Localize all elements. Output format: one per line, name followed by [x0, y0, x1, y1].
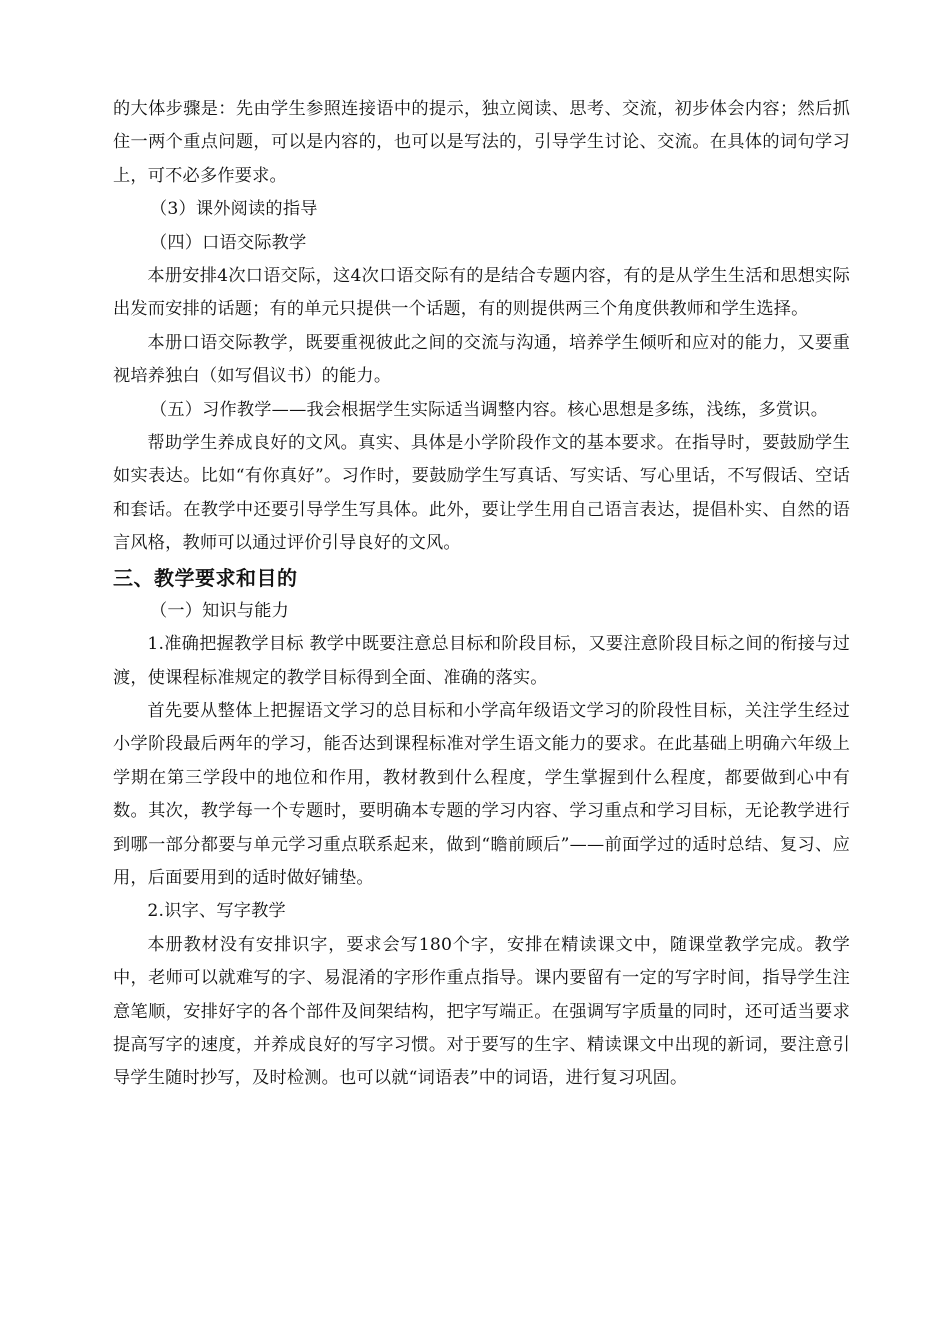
paragraph-teaching-goals: 1.准确把握教学目标 教学中既要注意总目标和阶段目标，又要注意阶段目标之间的衔接与过渡，使课程标准规定的教学目标得到全面、准确的落实。 — [113, 634, 850, 688]
subheading-oral-communication: （四）口语交际教学 — [149, 232, 307, 253]
paragraph-steps: 的大体步骤是：先由学生参照连接语中的提示，独立阅读、思考、交流，初步体会内容；然后抓住一两个重点问题，可以是内容的，也可以是写法的，引导学生讨论、交流。在具体的词句学习上，可不必多作要求。 — [113, 99, 850, 186]
subheading-extracurricular-reading: （3）课外阅读的指导 — [149, 199, 318, 220]
paragraph-overall-goals: 首先要从整体上把握语文学习的总目标和小学高年级语文学习的阶段性目标，关注学生经过小学阶段最后两年的学习，能否达到课程标准对学生语文能力的要求。在此基础上明确六年级上学期在第三学段中的地位和作用，教材教到什么程度，学生掌握到什么程度，都要做到心中有数。其次，教学每一个专题时，要明确本专题的学习内容、学习重点和学习目标，无论教学进行到哪一部分都要与单元学习重点联系起来，做到“瞻前顾后”——前面学过的适时总结、复习、应用，后面要用到的适时做好铺垫。 — [113, 700, 850, 888]
paragraph-oral-arrangement: 本册安排4次口语交际，这4次口语交际有的是结合专题内容，有的是从学生生活和思想实际出发而安排的话题；有的单元只提供一个话题，有的则提供两三个角度供教师和学生选择。 — [113, 266, 850, 320]
paragraph-oral-teaching: 本册口语交际教学，既要重视彼此之间的交流与沟通，培养学生倾听和应对的能力，又要重视培养独白（如写倡议书）的能力。 — [113, 332, 850, 387]
document-page — [113, 93, 850, 1096]
subheading-knowledge-ability: （一）知识与能力 — [149, 600, 290, 621]
paragraph-writing-style: 帮助学生养成良好的文风。真实、具体是小学阶段作文的基本要求。在指导时，要鼓励学生如实表达。比如“有你真好”。习作时，要鼓励学生写真话、写实话、写心里话，不写假话、空话和套话。在教学中还要引导学生写具体。此外，要让学生用自己语言表达，提倡朴实、自然的语言风格，教师可以通过评价引导良好的文风。 — [113, 433, 850, 554]
subheading-character-writing: 2.识字、写字教学 — [147, 901, 286, 922]
section-heading-requirements: 三、教学要求和目的 — [113, 565, 298, 590]
paragraph-character-writing: 本册教材没有安排识字，要求会写180个字，安排在精读课文中，随课堂教学完成。教学中，老师可以就难写的字、易混淆的字形作重点指导。课内要留有一定的写字时间，指导学生注意笔顺，安排好字的各个部件及间架结构，把字写端正。在强调写字质量的同时，还可适当要求提高写字的速度，并养成良好的写字习惯。对于要写的生字、精读课文中出现的新词，要注意引导学生随时抄写，及时检测。也可以就“词语表”中的词语，进行复习巩固。 — [113, 934, 850, 1089]
paragraph-writing-teaching: （五）习作教学——我会根据学生实际适当调整内容。核心思想是多练，浅练，多赏识。 — [149, 399, 829, 420]
